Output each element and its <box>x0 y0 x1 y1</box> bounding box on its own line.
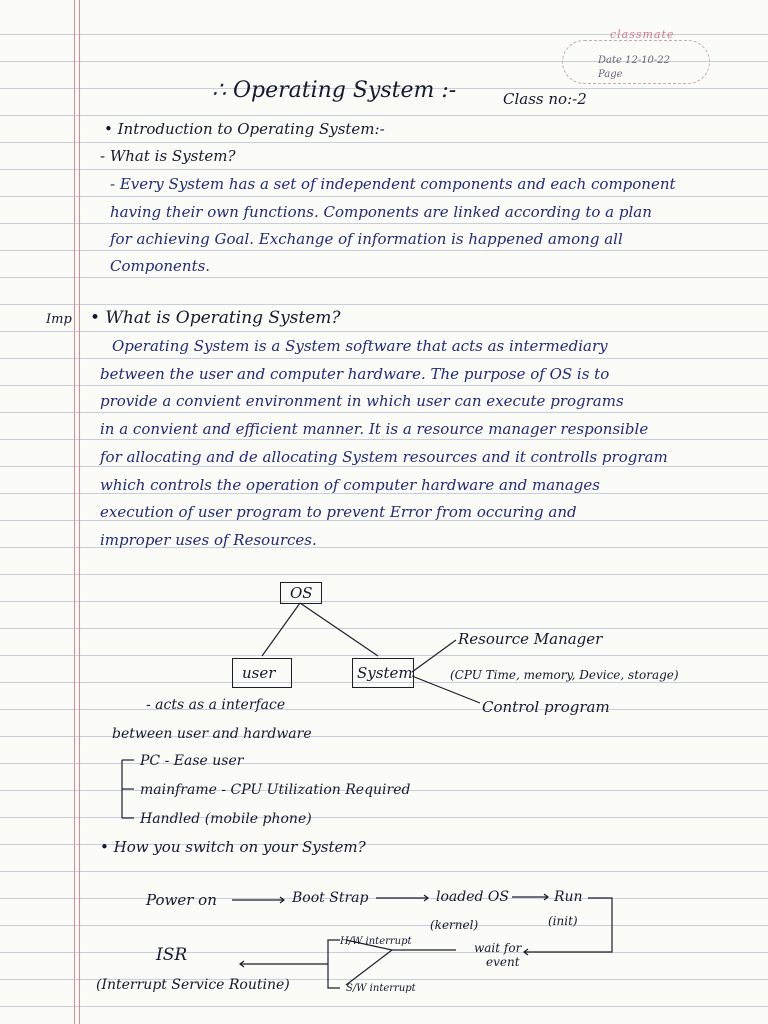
type-item: Handled (mobile phone) <box>140 811 312 827</box>
stamp-date: Date 12-10-22 <box>598 55 671 66</box>
os-def-line: between the user and computer hardware. The purpose of OS is to <box>100 365 610 383</box>
isr-full-label: (Interrupt Service Routine) <box>96 977 290 993</box>
imp-mark: Imp <box>46 312 72 327</box>
loaded-os-label: loaded OS <box>436 889 509 905</box>
os-def-line: which controls the operation of computer hardware and manages <box>100 476 600 494</box>
stamp-brand: classmate <box>610 28 675 41</box>
system-label: System <box>357 664 413 682</box>
os-def-line: in a convient and efficient manner. It is a resource manager responsible <box>100 420 649 438</box>
os-def-line: execution of user program to prevent Error from occuring and <box>100 503 577 521</box>
run-label: Run <box>554 889 583 905</box>
isr-label: ISR <box>156 945 188 965</box>
page-title: ∴ Operating System :- <box>212 78 457 103</box>
system-def-line: having their own functions. Components are linked according to a plan <box>110 203 652 221</box>
type-item: PC - Ease user <box>140 753 244 769</box>
system-def-line: Components. <box>110 257 211 275</box>
boot-strap-label: Boot Strap <box>292 890 369 906</box>
sw-interrupt-label: S/W interrupt <box>346 983 416 994</box>
resources-list: (CPU Time, memory, Device, storage) <box>450 668 679 682</box>
power-on-label: Power on <box>146 891 217 909</box>
wait-for-label: wait for <box>474 941 522 955</box>
os-def-line: Operating System is a System software that acts as intermediary <box>112 337 608 355</box>
class-number: Class no:-2 <box>503 90 587 108</box>
event-label: event <box>486 955 520 969</box>
type-item: mainframe - CPU Utilization Required <box>140 782 411 798</box>
os-def-line: improper uses of Resources. <box>100 531 317 549</box>
user-label: user <box>242 664 276 682</box>
os-def-line: provide a convient environment in which user can execute programs <box>100 392 624 410</box>
system-def-line: for achieving Goal. Exchange of information is happened among all <box>110 230 623 248</box>
what-is-os-heading: • What is Operating System? <box>90 308 341 328</box>
between-note: between user and hardware <box>112 726 312 742</box>
stamp-page: Page <box>598 69 623 80</box>
hw-interrupt-label: H/W interrupt <box>340 936 412 947</box>
system-def-line: - Every System has a set of independent components and each component <box>110 175 676 193</box>
control-program-label: Control program <box>482 698 610 716</box>
resource-manager-label: Resource Manager <box>458 630 603 648</box>
kernel-label: (kernel) <box>430 918 479 932</box>
os-label: OS <box>290 584 313 602</box>
init-label: (init) <box>548 914 578 928</box>
interface-note: - acts as a interface <box>146 697 286 713</box>
switch-on-heading: • How you switch on your System? <box>100 838 366 856</box>
os-def-line: for allocating and de allocating System resources and it controlls program <box>100 448 668 466</box>
what-is-system-heading: - What is System? <box>100 147 236 165</box>
intro-heading: • Introduction to Operating System:- <box>104 120 385 138</box>
